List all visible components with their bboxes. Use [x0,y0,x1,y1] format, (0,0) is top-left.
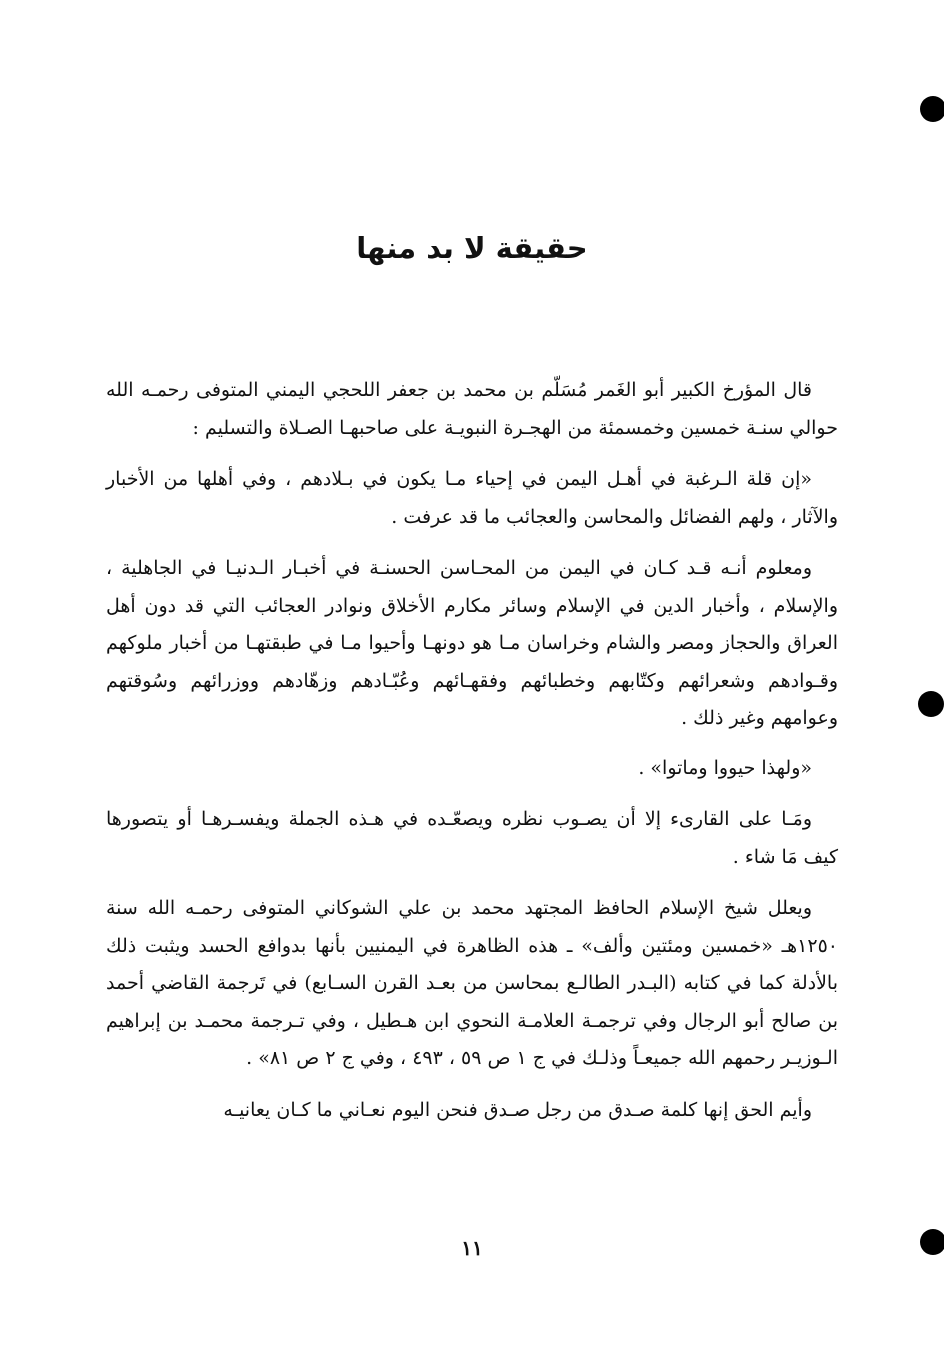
page-title: حقيقة لا بد منها [356,231,588,265]
paragraph-intro: قال المؤرخ الكبير أبو الغَمر مُسَلّم بن محمد بن جعفر اللحجي اليمني المتوفى رحمـه الله حوالي سنـة خمسين وخمسمئة من الهجـرة النبويـة على صاحبهـا الصـلاة والتسليم : [106,379,838,439]
body-text [106,372,838,1143]
paragraph-reader: ومَـا على القارىء إلا أن يصـوب نظره ويصعّـده في هـذه الجملة ويفسـرهـا أو يتصورها كيف مَا شاء . [106,808,838,868]
paragraph-shawkani: ويعلل شيخ الإسلام الحافظ المجتهد محمد بن علي الشوكاني المتوفى رحمـه الله سنة ١٢٥٠هـ «خمسين ومئتين وألف» ـ هذه الظاهرة في اليمنيين بأنها بدوافع الحسد ويثبت ذلك بالأدلة كما في كتابه (البـدر الطالـع بمحاسن من بعـد القرن السـابع) في تَرجمة القاضي أحمد بن صالح أبو الرجال وفي ترجمـة العلامـة النحوي ابن هـطيل ، وفي تـرجمة محمـد بن إبراهيم الـوزيـر رحمهم الله جميعـاً وذلـك في ج ١ ص ٥٩ ، ٤٩٣ ، وفي ج ٢ ص ٨١» . [106,897,838,1069]
paragraph-closing: وأيم الحق إنها كلمة صـدق من رجل صـدق فنحن اليوم نعـاني ما كـان يعانيـه [223,1098,812,1121]
punch-hole-mark [920,96,944,122]
paragraph-short-quote: «ولهذا حيووا وماتوا» . [638,756,812,779]
punch-hole-mark [918,691,944,717]
page-number: ١١ [461,1236,483,1260]
paragraph-quote: «إن قلة الـرغبة في أهـل اليمن في إحياء مـا يكون في بـلادهم ، وفي أهلها من الأخبار والآثار ، ولهم الفضائل والمحاسن والعجائب ما قد عرفت . [106,468,838,528]
paragraph-yemen-merits: ومعلوم أنـه قـد كـان في اليمن من المحـاسن الحسنـة في أخبـار الـدنيـا في الجاهلية ، والإسلام ، وأخبار الدين في الإسلام وسائر مكارم الأخلاق ونوادر العجائب التي قد دون أهل العراق والحجاز ومصر والشام وخراسان مـا هو دونهـا وأحيوا مـا في طبقتهـا من أخبار ملوكهم وقـوادهم وشعرائهم وكتّابهم وخطبائهم وفقهـائهم وعُبّـادهم وزهّادهم ووزرائهم وسُوقتهم وعوامهم وغير ذلك . [106,557,838,729]
